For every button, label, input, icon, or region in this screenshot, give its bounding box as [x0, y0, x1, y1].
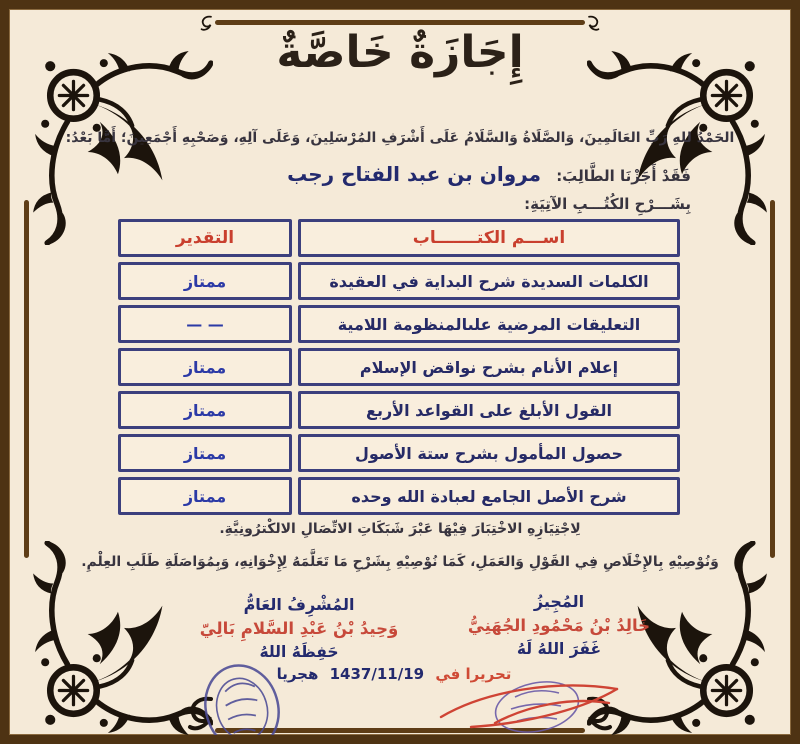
date-suffix: هجريا	[276, 665, 319, 683]
signature-block-certifier	[449, 592, 669, 658]
supervisor-name: وَحِيدُ بْنُ عَبْدِ السَّلامِ بَالِيّ	[199, 619, 399, 638]
book-title: الكلمات السديدة شرح البداية في العقيدة	[298, 262, 680, 300]
floral-corner-ornament-icon	[33, 51, 213, 245]
red-signature-stamp	[437, 671, 622, 743]
book-grade: ممتاز	[118, 477, 292, 515]
book-grade: ممتاز	[118, 391, 292, 429]
certifier-prayer: غَفَرَ اللهُ لَهُ	[516, 640, 602, 658]
column-header-book: اســـم الكتـــــــاب	[298, 219, 680, 257]
book-title: إعلام الأنام بشرح نواقض الإسلام	[298, 348, 680, 386]
table-row	[118, 348, 680, 386]
table-row	[118, 477, 680, 515]
date-value: 1437/11/19	[329, 665, 425, 683]
certifier-name: خَالِدُ بْنُ مَحْمُودِ الجُهَنِيُّ	[467, 616, 651, 635]
preamble-text: الحَمْدُ للهِ رَبِّ العَالَمِينَ، وَالصَّلَاةُ وَالسَّلَامُ عَلَى أَشْرَفِ المُرْسَلِينَ، وَعَلَى آلِهِ، وَصَحْبِهِ أَجْمَعِينَ؛ أَمَّا بَعْدُ:	[65, 130, 735, 146]
book-title: التعليقات المرضية علىالمنظومة اللامية	[298, 305, 680, 343]
book-grade: — —	[118, 305, 292, 343]
supervisor-prayer: حَفِظَهُ اللهُ	[259, 643, 339, 661]
books-intro: بِشَـــرْحِ الكُتُـــبِ الآتِيَةِ:	[524, 195, 691, 213]
table-row	[118, 434, 680, 472]
table-row	[118, 262, 680, 300]
books-table	[118, 219, 680, 515]
supervisor-role: المُشْرِفُ العَامُّ	[243, 595, 355, 614]
student-name: مروان بن عبد الفتاح رجب	[287, 162, 541, 186]
date-prefix: تحريرا في	[435, 665, 512, 683]
date-line	[9, 665, 779, 683]
closing-line-1: لِاجْتِيَازِهِ الاخْتِبَارَ فِيْهَا عَبْرَ شَبَكَاتِ الاتِّصَالِ الالكْترُونِيَّةِ.	[219, 521, 581, 537]
certifier-role: المُجِيزُ	[533, 592, 585, 611]
frame-inner-line-left	[24, 200, 29, 558]
signature-block-supervisor	[159, 595, 439, 661]
frame-inner-line-top	[215, 20, 585, 25]
table-row	[118, 305, 680, 343]
column-header-grade: التقدير	[118, 219, 292, 257]
book-grade: ممتاز	[118, 434, 292, 472]
book-title: حصول المأمول بشرح ستة الأصول	[298, 434, 680, 472]
book-title: شرح الأصل الجامع لعبادة الله وحده	[298, 477, 680, 515]
book-title: القول الأبلغ على القواعد الأربع	[298, 391, 680, 429]
certificate-title: إِجَازَةٌ خَاصَّةٌ	[276, 27, 524, 78]
frame-inner-line-right	[770, 200, 775, 558]
table-row	[118, 391, 680, 429]
closing-line-2: وَنُوْصِيْهِ بِالإِخْلَاصِ فِي القَوْلِ وَالعَمَلِ، كَمَا نُوْصِيْهِ بِشَرْحِ مَا تَعَلَّمَهُ لِإِخْوَانِهِ، وَبِمُوَاصَلَةِ طَلَبِ العِلْمِ.	[81, 554, 719, 570]
round-ink-stamp	[194, 656, 290, 744]
book-grade: ممتاز	[118, 348, 292, 386]
grant-line	[287, 162, 691, 186]
table-header-row	[118, 219, 680, 257]
book-grade: ممتاز	[118, 262, 292, 300]
floral-corner-ornament-icon	[587, 51, 767, 245]
grant-label: فَقَدْ أَجَزْنَا الطَّالِبَ:	[556, 167, 691, 185]
